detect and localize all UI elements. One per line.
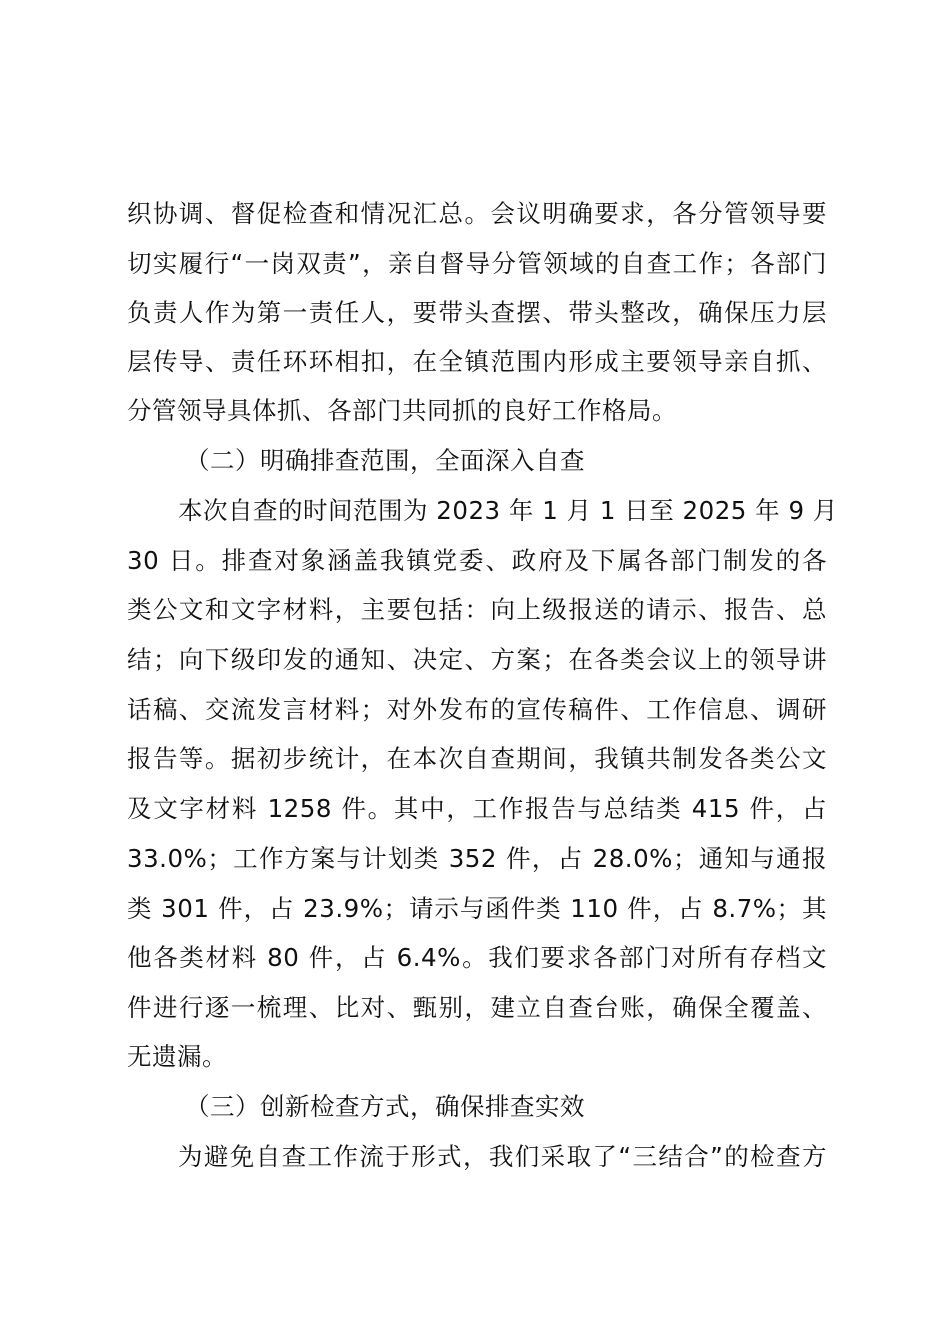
paragraph-line: 30 日。排查对象涵盖我镇党委、政府及下属各部门制发的各 (127, 546, 827, 575)
paragraph-line: 分管领导具体抓、各部门共同抓的良好工作格局。 (127, 396, 677, 425)
paragraph-line: 负责人作为第一责任人，要带头查摆、带头整改，确保压力层 (127, 298, 827, 327)
paragraph-line: 件进行逐一梳理、比对、甄别，建立自查台账，确保全覆盖、 (127, 993, 827, 1022)
paragraph-line: 类 301 件，占 23.9%；请示与函件类 110 件，占 8.7%；其 (127, 894, 827, 923)
paragraph-line: 类公文和文字材料，主要包括：向上级报送的请示、报告、总 (127, 595, 827, 624)
paragraph-line: 层传导、责任环环相扣，在全镇范围内形成主要领导亲自抓、 (127, 347, 827, 376)
paragraph-line: 及文字材料 1258 件。其中，工作报告与总结类 415 件，占 (127, 794, 827, 823)
paragraph-line: 织协调、督促检查和情况汇总。会议明确要求，各分管领导要 (127, 199, 827, 228)
paragraph-line: 本次自查的时间范围为 2023 年 1 月 1 日至 2025 年 9 月 (178, 496, 838, 525)
section-heading: （三）创新检查方式，确保排查实效 (185, 1092, 585, 1121)
paragraph-line: 话稿、交流发言材料；对外发布的宣传稿件、工作信息、调研 (127, 695, 827, 724)
section-heading: （二）明确排查范围，全面深入自查 (185, 446, 585, 475)
paragraph-line: 切实履行“一岗双责”，亲自督导分管领域的自查工作；各部门 (127, 249, 827, 278)
paragraph-line: 33.0%；工作方案与计划类 352 件，占 28.0%；通知与通报 (127, 844, 827, 873)
paragraph-line: 报告等。据初步统计，在本次自查期间，我镇共制发各类公文 (127, 744, 827, 773)
paragraph-line: 为避免自查工作流于形式，我们采取了“三结合”的检查方 (178, 1142, 827, 1171)
paragraph-line: 无遗漏。 (127, 1042, 227, 1071)
paragraph-line: 他各类材料 80 件，占 6.4%。我们要求各部门对所有存档文 (127, 943, 827, 972)
paragraph-line: 结；向下级印发的通知、决定、方案；在各类会议上的领导讲 (127, 645, 827, 674)
